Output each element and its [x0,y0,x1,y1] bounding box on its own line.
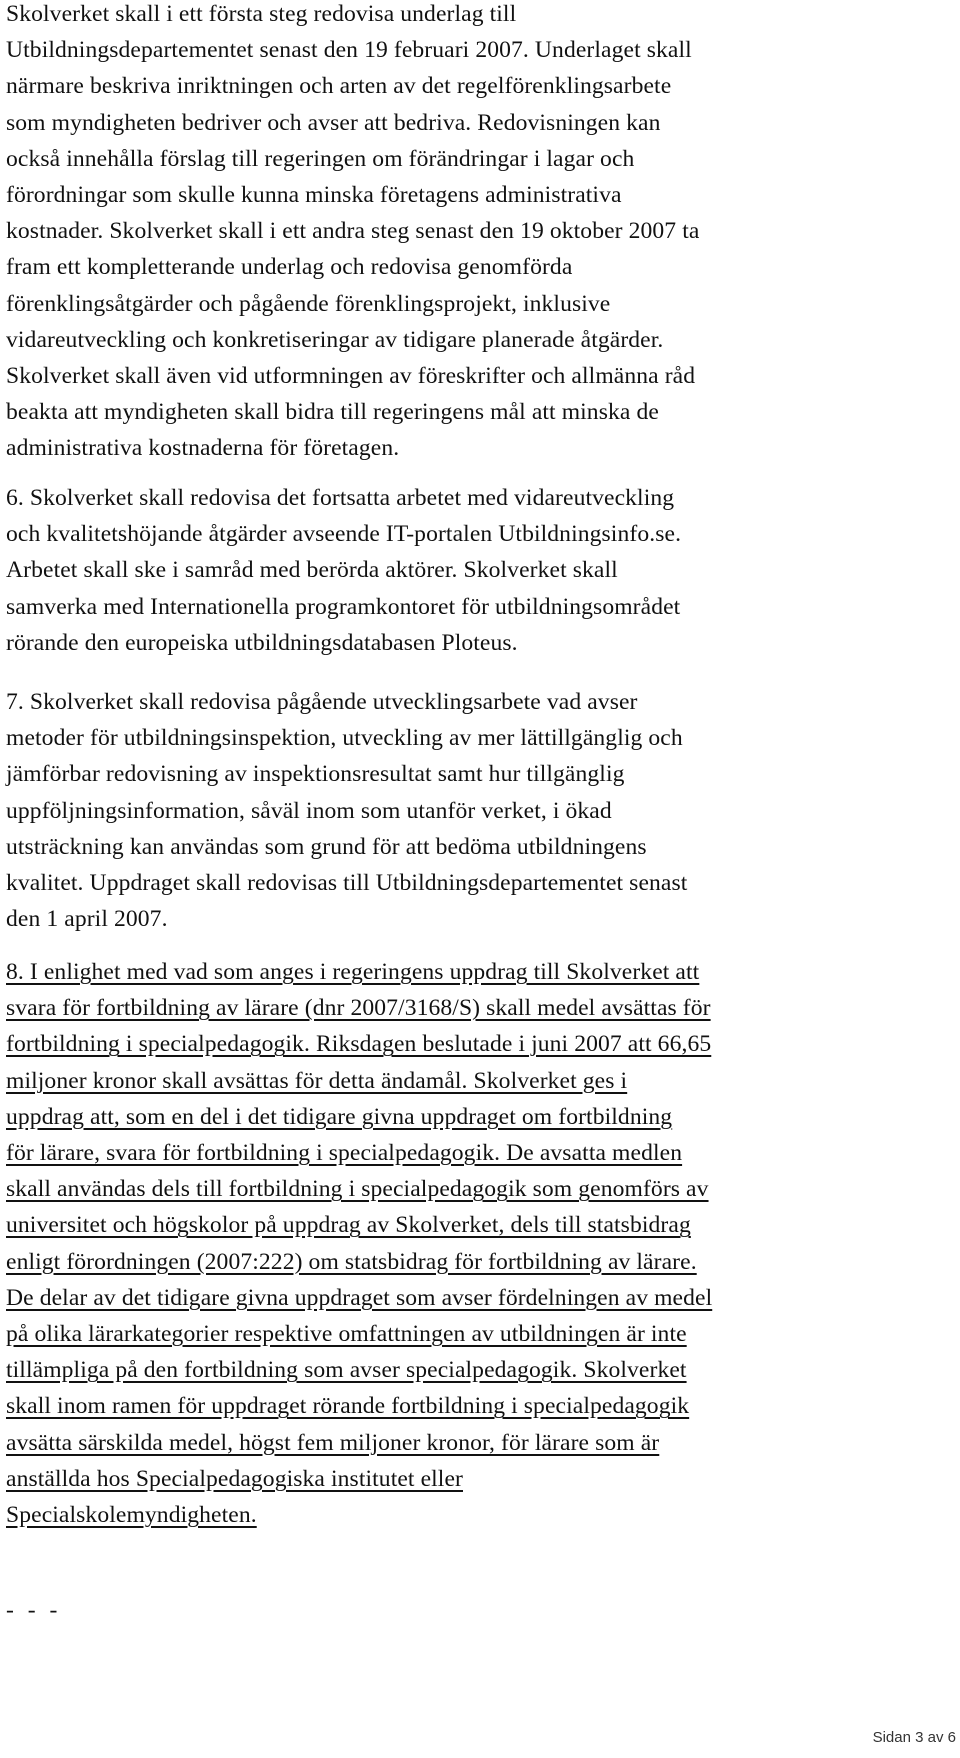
text-line: förenklingsåtgärder och pågående förenklingsprojekt, inklusive [6,290,611,317]
text-line: svara för fortbildning av lärare (dnr 2007/3168/S) skall medel avsättas för [6,995,711,1022]
text-line: miljoner kronor skall avsättas för detta ändamål. Skolverket ges i [6,1067,628,1094]
text-line: fram ett kompletterande underlag och redovisa genomförda [6,254,573,281]
text-line: skall användas dels till fortbildning i specialpedagogik som genomförs av [6,1176,709,1203]
text-line: anställda hos Specialpedagogiska institutet eller [6,1465,463,1492]
text-line: kvalitet. Uppdraget skall redovisas till Utbildningsdepartementet senast [6,870,688,897]
text-line: Specialskolemyndigheten. [6,1502,257,1529]
text-line: De delar av det tidigare givna uppdraget som avser fördelningen av medel [6,1284,713,1311]
text-line: rörande den europeiska utbildningsdatabasen Ploteus. [6,629,518,656]
text-line: 8. I enlighet med vad som anges i regeringens uppdrag till Skolverket att [6,959,700,985]
text-line: kostnader. Skolverket skall i ett andra steg senast den 19 oktober 2007 ta [6,218,700,245]
text-line: för lärare, svara för fortbildning i specialpedagogik. De avsatta medlen [6,1140,683,1167]
text-line: fortbildning i specialpedagogik. Riksdagen beslutade i juni 2007 att 66,65 [6,1031,712,1058]
text-line: förordningar som skulle kunna minska företagens administrativa [6,182,622,209]
text-line: uppdrag att, som en del i det tidigare givna uppdraget om fortbildning [6,1103,673,1130]
text-line: universitet och högskolor på uppdrag av Skolverket, dels till statsbidrag [6,1212,691,1239]
text-line: närmare beskriva inriktningen och arten av det regelförenklingsarbete [6,73,672,100]
text-line: också innehålla förslag till regeringen om förändringar i lagar och [6,145,635,172]
text-line: och kvalitetshöjande åtgärder avseende IT-portalen Utbildningsinfo.se. [6,521,682,548]
text-line: metoder för utbildningsinspektion, utveckling av mer lättillgänglig och [6,725,683,752]
page-number: Sidan 3 av 6 [872,1729,956,1746]
text-line: tillämpliga på den fortbildning som avser specialpedagogik. Skolverket [6,1357,687,1384]
text-line: 7. Skolverket skall redovisa pågående utvecklingsarbete vad avser [6,689,638,715]
text-line: utsträckning kan användas som grund för att bedöma utbildningens [6,833,647,860]
text-line: som myndigheten bedriver och avser att bedriva. Redovisningen kan [6,109,661,136]
text-line: jämförbar redovisning av inspektionsresultat samt hur tillgänglig [6,761,625,788]
paragraph-item-6 [6,480,681,661]
text-line: den 1 april 2007. [6,906,168,933]
text-line: 6. Skolverket skall redovisa det fortsatta arbetet med vidareutveckling [6,485,675,511]
text-line: enligt förordningen (2007:222) om statsbidrag för fortbildning av lärare. [6,1248,697,1275]
text-line: Utbildningsdepartementet senast den 19 februari 2007. Underlaget skall [6,37,692,64]
text-line: beakta att myndigheten skall bidra till regeringens mål att minska de [6,399,659,426]
text-line: uppföljningsinformation, såväl inom som utanför verket, i ökad [6,797,612,824]
text-line: på olika lärarkategorier respektive omfattningen av utbildningen är inte [6,1321,687,1348]
text-line: Skolverket skall i ett första steg redovisa underlag till [6,1,517,27]
paragraph-regelforenkling [6,0,699,467]
separator-dashes: - - - [6,1597,62,1623]
paragraph-item-7 [6,684,687,937]
text-line: Arbetet skall ske i samråd med berörda aktörer. Skolverket skall [6,557,618,584]
text-line: vidareutveckling och konkretiseringar av tidigare planerade åtgärder. [6,326,664,353]
text-line: samverka med Internationella programkontoret för utbildningsområdet [6,593,681,620]
paragraph-item-8-underlined [6,954,712,1533]
text-line: administrativa kostnaderna för företagen. [6,435,400,462]
text-line: avsätta särskilda medel, högst fem miljoner kronor, för lärare som är [6,1429,660,1456]
text-line: Skolverket skall även vid utformningen av föreskrifter och allmänna råd [6,363,696,390]
text-line: skall inom ramen för uppdraget rörande fortbildning i specialpedagogik [6,1393,690,1420]
